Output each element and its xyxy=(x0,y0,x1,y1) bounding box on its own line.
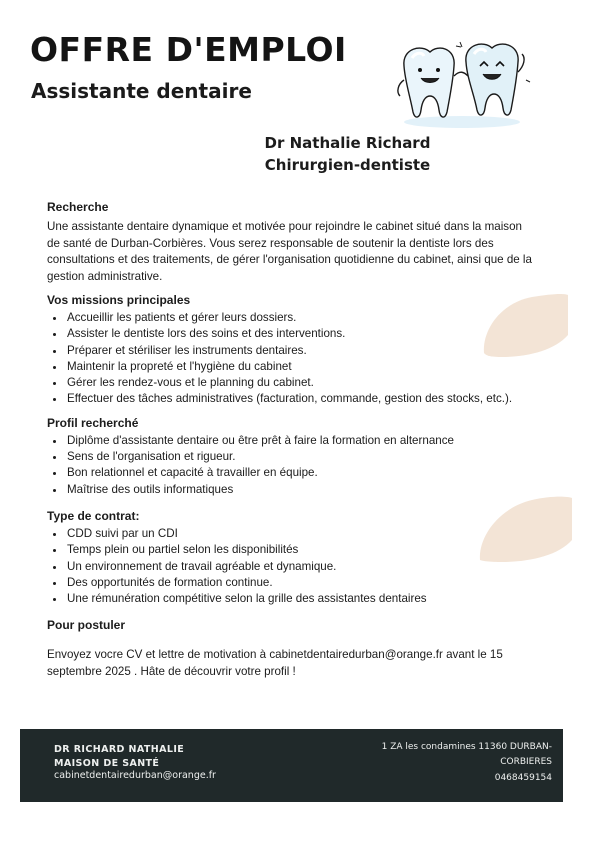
missions-list xyxy=(47,310,537,408)
job-offer-content xyxy=(47,199,537,680)
footer-name xyxy=(54,743,184,770)
doctor-name: Dr Nathalie Richard xyxy=(264,134,431,152)
list-item: • Des opportunités de formation continue. xyxy=(66,575,537,591)
contrat-heading: Type de contrat: xyxy=(47,508,140,523)
list-item: • Maîtrise des outils informatiques xyxy=(66,482,537,498)
list-item: • Une rémunération compétitive selon la grille des assistantes dentaires xyxy=(66,591,537,607)
recherche-text: Une assistante dentaire dynamique et motivée pour rejoindre le cabinet situé dans la maison de santé de Durban-Corbières. Vous serez responsable de soutenir la dentiste lors des consultations et des traitements, de gérer l'organisation quotidienne du cabinet, ainsi que de la gestion administrative. xyxy=(47,220,532,283)
list-item: • Temps plein ou partiel selon les disponibilités xyxy=(66,542,537,558)
missions-heading: Vos missions principales xyxy=(47,293,191,307)
list-item: • Préparer et stériliser les instruments dentaires. xyxy=(66,343,537,359)
list-item: • Gérer les rendez-vous et le planning du cabinet. xyxy=(66,375,537,391)
profil-list xyxy=(47,433,537,498)
list-item: • Bon relationnel et capacité à travailler en équipe. xyxy=(66,465,537,481)
list-item: • Un environnement de travail agréable et dynamique. xyxy=(66,559,537,575)
list-item: • Accueillir les patients et gérer leurs dossiers. xyxy=(66,310,537,326)
doctor-title: Chirurgien-dentiste xyxy=(264,156,431,174)
list-item: • Diplôme d'assistante dentaire ou être prêt à faire la formation en alternance xyxy=(66,433,537,449)
list-item: • Assister le dentiste lors des soins et des interventions. xyxy=(66,326,537,342)
doctor-block xyxy=(0,132,595,176)
list-item: • CDD suivi par un CDI xyxy=(66,526,537,542)
footer-name-line2: MAISON DE SANTÉ xyxy=(54,757,160,769)
footer-phone: 0468459154 xyxy=(494,773,552,783)
smiling-teeth-icon xyxy=(392,36,532,131)
postuler-text: Envoyez vocre CV et lettre de motivation à cabinetdentairedurban@orange.fr avant le 15 septembre 2025 . Hâte de découvrir votre profil ! xyxy=(47,648,503,678)
job-title: Assistante dentaire xyxy=(31,79,252,103)
recherche-heading: Recherche xyxy=(47,200,109,214)
profil-heading: Profil recherché xyxy=(47,415,139,430)
list-item: • Maintenir la propreté et l'hygiène du cabinet xyxy=(66,359,537,375)
contrat-list xyxy=(47,526,537,607)
page-title: OFFRE D'EMPLOI xyxy=(30,30,347,69)
contact-footer xyxy=(20,729,563,802)
footer-email: cabinetdentairedurban@orange.fr xyxy=(54,770,216,781)
list-item: • Sens de l'organisation et rigueur. xyxy=(66,449,537,465)
list-item: • Effectuer des tâches administratives (facturation, commande, gestion des stocks, etc.). xyxy=(66,391,537,407)
footer-address: 1 ZA les condamines 11360 DURBAN-CORBIERES xyxy=(381,742,552,767)
postuler-heading: Pour postuler xyxy=(47,618,126,633)
footer-name-line1: DR RICHARD NATHALIE xyxy=(54,744,185,755)
